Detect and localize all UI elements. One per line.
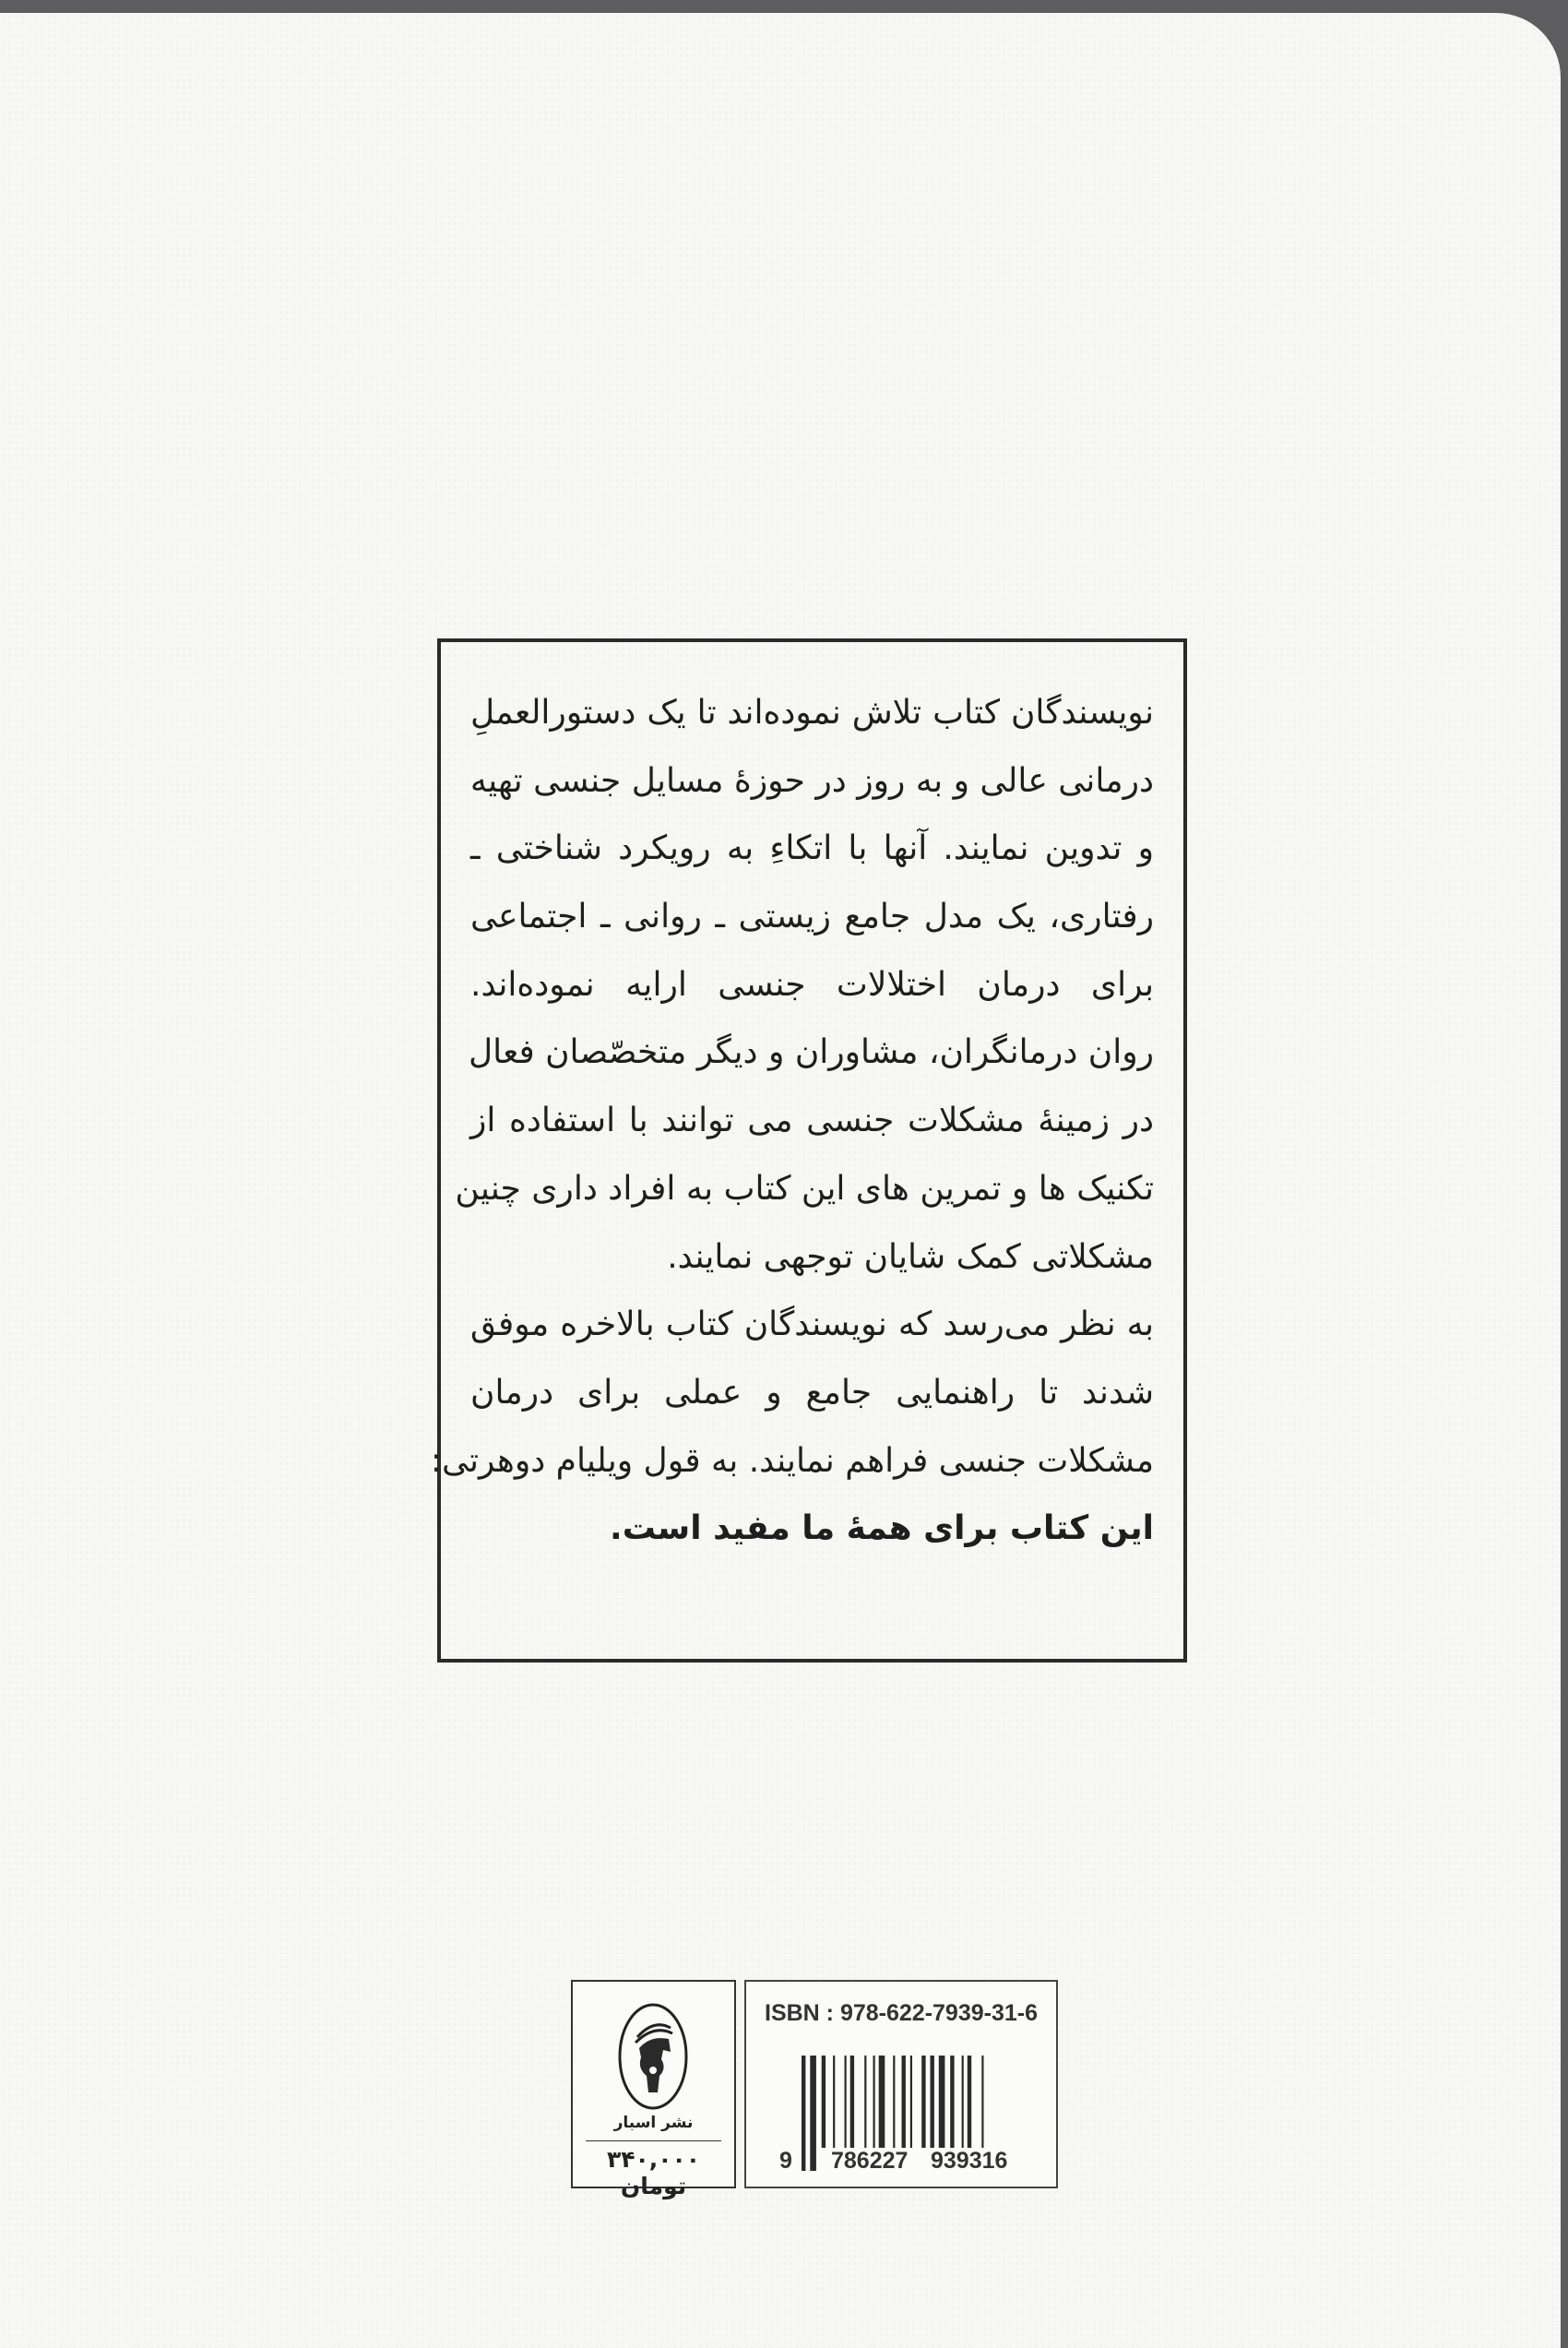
barcode-bar bbox=[939, 2056, 945, 2148]
barcode-bar bbox=[802, 2056, 805, 2171]
blurb-line: به نظر می‌رسد که نویسندگان کتاب بالاخره موفق bbox=[470, 1305, 1154, 1344]
blurb-line: مشکلاتی کمک شایان توجهی نمایند. bbox=[667, 1237, 1154, 1276]
blurb-line: نویسندگان کتاب تلاش نموده‌اند تا یک دستورالعملِ bbox=[470, 694, 1154, 732]
barcode-bar bbox=[879, 2056, 885, 2148]
publisher-box bbox=[571, 1980, 736, 2199]
barcode-digit-first: 9 bbox=[779, 2148, 792, 2174]
isbn-box bbox=[744, 1980, 1058, 2188]
blurb-closing-line: این کتاب برای همهٔ ما مفید است. bbox=[610, 1509, 1154, 1548]
blurb-line: رفتاری، یک مدل جامع زیستی ـ روانی ـ اجتماعی bbox=[470, 898, 1154, 936]
blurb-line: برای درمان اختلالات جنسی ارایه نموده‌اند. bbox=[470, 965, 1154, 1004]
publisher-horse-logo-icon bbox=[617, 2002, 689, 2111]
barcode-bar bbox=[968, 2056, 971, 2148]
barcode-bar bbox=[833, 2056, 835, 2148]
blurb-line: تکنیک ها و تمرین های این کتاب به افراد داری چنین bbox=[455, 1169, 1154, 1208]
barcode-bar bbox=[962, 2056, 964, 2148]
blurb-line: روان درمانگران، مشاوران و دیگر متخصّصان فعال bbox=[468, 1033, 1154, 1072]
barcode-bar bbox=[910, 2056, 912, 2148]
barcode-bar bbox=[822, 2056, 826, 2148]
blurb-text bbox=[430, 679, 1154, 1563]
barcode-bar bbox=[810, 2056, 816, 2171]
book-back-cover bbox=[0, 13, 1561, 2348]
blurb-box bbox=[430, 638, 1187, 1663]
isbn-label: ISBN : 978-622-7939-31-6 bbox=[765, 2000, 1038, 2026]
publisher-name: نشر اسبار bbox=[613, 2114, 694, 2132]
blurb-line: درمانی عالی و به روز در حوزهٔ مسایل جنسی تهیه bbox=[469, 761, 1154, 800]
barcode-bar bbox=[850, 2056, 854, 2148]
barcode-digits-left: 786227 bbox=[831, 2148, 909, 2174]
barcode-bar bbox=[950, 2056, 954, 2148]
blurb-line: در زمینهٔ مشکلات جنسی می توانند با استفاده از bbox=[470, 1102, 1154, 1140]
price: ۳۴۰,۰۰۰ تومان bbox=[606, 2146, 701, 2199]
barcode-bar bbox=[873, 2056, 875, 2148]
barcode-bar bbox=[921, 2056, 925, 2148]
barcode-digits-right: 939316 bbox=[931, 2148, 1008, 2174]
blurb-line: شدند تا راهنمایی جامع و عملی برای درمان bbox=[470, 1373, 1154, 1412]
blurb-line: مشکلات جنسی فراهم نمایند. به قول ویلیام دوهرتی: bbox=[430, 1441, 1154, 1480]
blurb-line: و تدوین نمایند. آنها با اتکاءِ به رویکرد شناختی ـ bbox=[470, 829, 1154, 868]
barcode-bar bbox=[931, 2056, 934, 2148]
barcode-bar bbox=[845, 2056, 847, 2148]
barcode-bar bbox=[864, 2056, 866, 2148]
divider bbox=[586, 2140, 721, 2141]
